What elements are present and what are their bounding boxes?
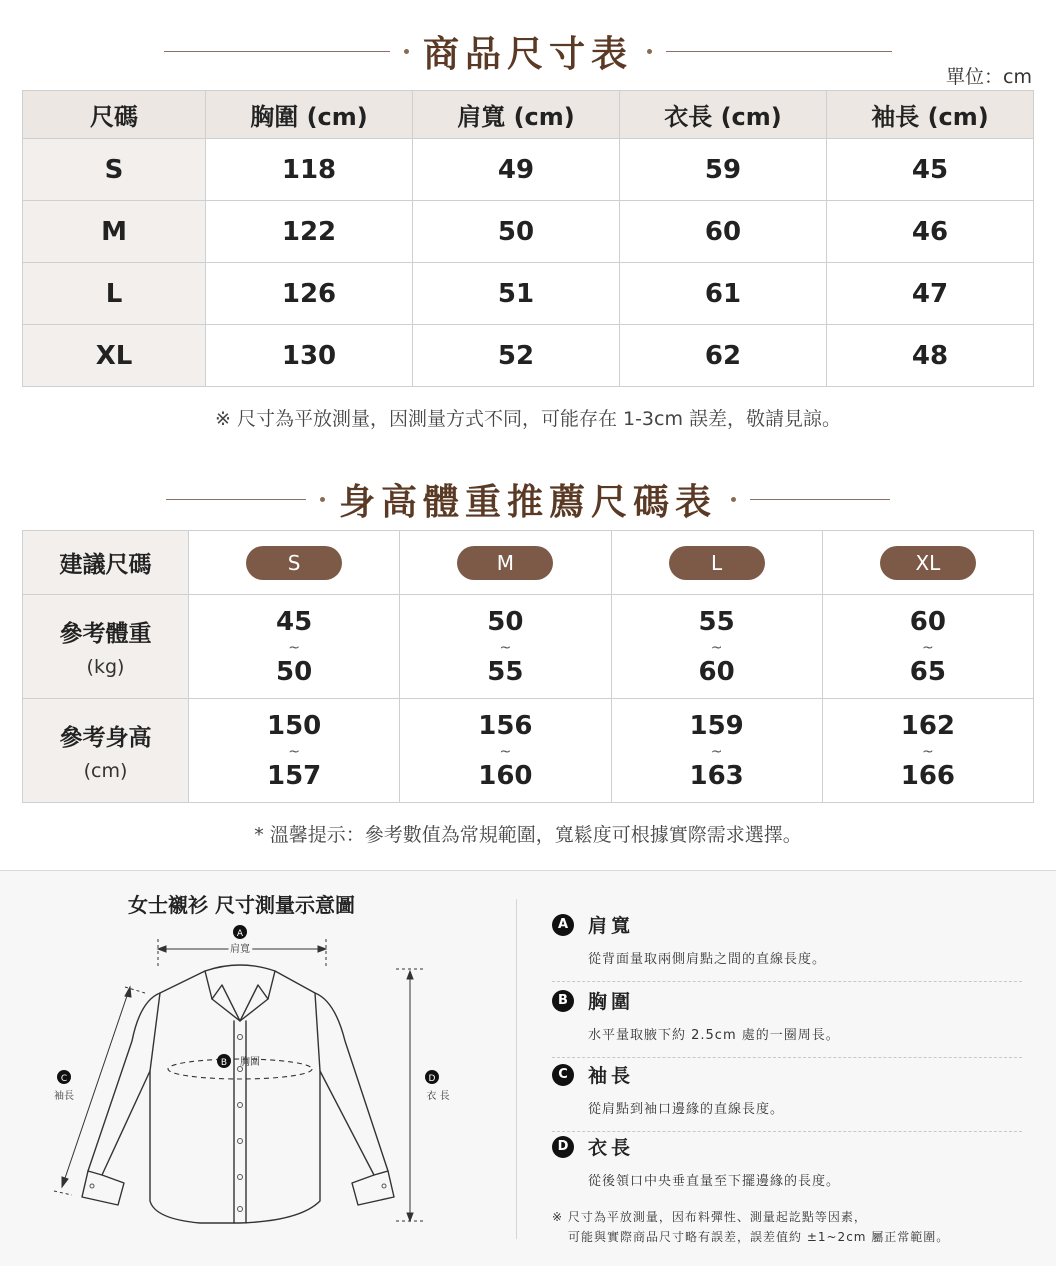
size-row-label: 建議尺碼 (23, 531, 189, 595)
cell-chest: 122 (206, 201, 413, 263)
height-range: 159 ~ 163 (611, 699, 822, 803)
badge-b-letter: B (220, 1058, 228, 1068)
item-name: 胸圍 (588, 991, 635, 1013)
item-name: 肩寬 (588, 915, 635, 937)
size-pill: S (246, 546, 342, 580)
height-row (23, 699, 1034, 803)
button (238, 1175, 243, 1180)
cell-shoulder: 52 (413, 325, 620, 387)
row-size: M (23, 201, 206, 263)
item-name: 袖長 (588, 1065, 635, 1087)
shirt-placket (234, 1021, 246, 1223)
weight-unit: (kg) (86, 656, 125, 678)
cuff-button (90, 1184, 94, 1188)
cell-length: 61 (620, 263, 827, 325)
weight-range: 55 ~ 60 (611, 595, 822, 699)
title-dot-right (731, 497, 736, 502)
shirt-left-sleeve (88, 993, 160, 1175)
length-label: 衣 長 (426, 1091, 450, 1102)
arrow-head (62, 1177, 68, 1187)
button (238, 1103, 243, 1108)
row-size: S (23, 139, 206, 201)
item-desc: 從背面量取兩側肩點之間的直線長度。 (588, 952, 827, 967)
shirt-outline (150, 971, 320, 1223)
height-range: 156 ~ 160 (400, 699, 611, 803)
weight-row (23, 595, 1034, 699)
badge-c: C (552, 1064, 574, 1086)
divider (552, 981, 1022, 982)
badge-a-letter: A (236, 929, 244, 939)
header-length: 衣長 (cm) (620, 91, 827, 139)
recommend-title: 身高體重推薦尺碼表 (338, 481, 717, 523)
title-dot-left (404, 49, 409, 54)
divider (516, 899, 517, 1239)
size-chart-note: ※ 尺寸為平放測量，因測量方式不同，可能存在 1-3cm 誤差，敬請見諒。 (214, 408, 842, 430)
cell-shoulder: 50 (413, 201, 620, 263)
recommend-note: * 溫馨提示：參考數值為常規範圍，寬鬆度可根據實際需求選擇。 (254, 824, 802, 846)
size-chart-title: 商品尺寸表 (422, 33, 633, 75)
size-pill: XL (880, 546, 976, 580)
title-dot-left (320, 497, 325, 502)
measurement-diagram-panel (0, 870, 1056, 1266)
size-chart-title-bar (0, 26, 1056, 77)
legend-item-d (552, 1133, 1022, 1189)
badge-b: B (552, 990, 574, 1012)
title-dot-right (647, 49, 652, 54)
chest-label: 胸圍 (240, 1057, 260, 1068)
button (238, 1035, 243, 1040)
badge-d: D (552, 1136, 574, 1158)
height-range: 162 ~ 166 (822, 699, 1033, 803)
legend-item-b (552, 987, 1022, 1058)
title-rule-right (666, 51, 892, 52)
header-shoulder: 肩寬 (cm) (413, 91, 620, 139)
shoulder-label: 肩寬 (230, 944, 250, 955)
size-pill: L (669, 546, 765, 580)
shirt-diagram (0, 901, 500, 1266)
table-row (23, 201, 1034, 263)
badge-c-letter: C (60, 1074, 68, 1084)
size-row (23, 531, 1034, 595)
legend-item-c (552, 1061, 1022, 1132)
size-pill: M (457, 546, 553, 580)
height-range: 150 ~ 157 (189, 699, 400, 803)
table-row (23, 263, 1034, 325)
button (238, 1207, 243, 1212)
item-name: 衣長 (588, 1137, 635, 1159)
row-size: L (23, 263, 206, 325)
diagram-title: 女士襯衫 尺寸測量示意圖 (128, 893, 355, 917)
shirt-right-sleeve (315, 993, 388, 1175)
item-desc: 從肩點到袖口邊緣的直線長度。 (588, 1102, 785, 1117)
divider (552, 1057, 1022, 1058)
title-rule-left (166, 499, 306, 500)
arrow-head (407, 1213, 413, 1221)
legend-item-a (552, 911, 1022, 982)
title-rule-right (750, 499, 890, 500)
arrow-head (158, 946, 166, 952)
divider (552, 1131, 1022, 1132)
table-row (23, 325, 1034, 387)
item-desc: 水平量取腋下約 2.5cm 處的一圈周長。 (588, 1028, 840, 1043)
size-table (22, 90, 1034, 387)
weight-range: 50 ~ 55 (400, 595, 611, 699)
cell-sleeve: 46 (827, 201, 1034, 263)
cell-length: 60 (620, 201, 827, 263)
item-desc: 從後領口中央垂直量至下擺邊緣的長度。 (588, 1174, 841, 1189)
guide-line (54, 1191, 72, 1195)
recommend-title-bar (0, 474, 1056, 525)
left-cuff (82, 1171, 124, 1205)
cell-shoulder: 49 (413, 139, 620, 201)
size-table-header (23, 91, 1034, 139)
cell-chest: 126 (206, 263, 413, 325)
row-size: XL (23, 325, 206, 387)
cell-length: 59 (620, 139, 827, 201)
arrow-head (318, 946, 326, 952)
badge-a: A (552, 914, 574, 936)
table-row (23, 139, 1034, 201)
title-rule-left (164, 51, 390, 52)
weight-range: 60 ~ 65 (822, 595, 1033, 699)
height-unit: (cm) (83, 760, 128, 782)
cell-sleeve: 48 (827, 325, 1034, 387)
unit-label: 單位：cm (946, 66, 1032, 88)
button (238, 1139, 243, 1144)
header-chest: 胸圍 (cm) (206, 91, 413, 139)
right-cuff (352, 1171, 394, 1205)
footnote-line-1: ※ 尺寸為平放測量，因布料彈性、測量起訖點等因素， (552, 1210, 867, 1224)
header-sleeve: 袖長 (cm) (827, 91, 1034, 139)
cell-chest: 118 (206, 139, 413, 201)
arrow-head (407, 971, 413, 979)
badge-d-letter: D (428, 1074, 436, 1084)
diagram-footnote (552, 1207, 949, 1247)
arrow-head (125, 987, 131, 997)
cell-shoulder: 51 (413, 263, 620, 325)
height-label: 參考身高 (59, 725, 152, 751)
footnote-line-2: 可能與實際商品尺寸略有誤差，誤差值約 ±1~2cm 屬正常範圍。 (568, 1230, 950, 1244)
sleeve-measure-line (62, 987, 130, 1187)
cell-sleeve: 47 (827, 263, 1034, 325)
header-size: 尺碼 (23, 91, 206, 139)
cell-chest: 130 (206, 325, 413, 387)
recommend-table (22, 530, 1034, 803)
weight-range: 45 ~ 50 (189, 595, 400, 699)
sleeve-label: 袖長 (54, 1091, 74, 1102)
cuff-button (382, 1184, 386, 1188)
cell-length: 62 (620, 325, 827, 387)
cell-sleeve: 45 (827, 139, 1034, 201)
weight-label: 參考體重 (59, 621, 152, 647)
